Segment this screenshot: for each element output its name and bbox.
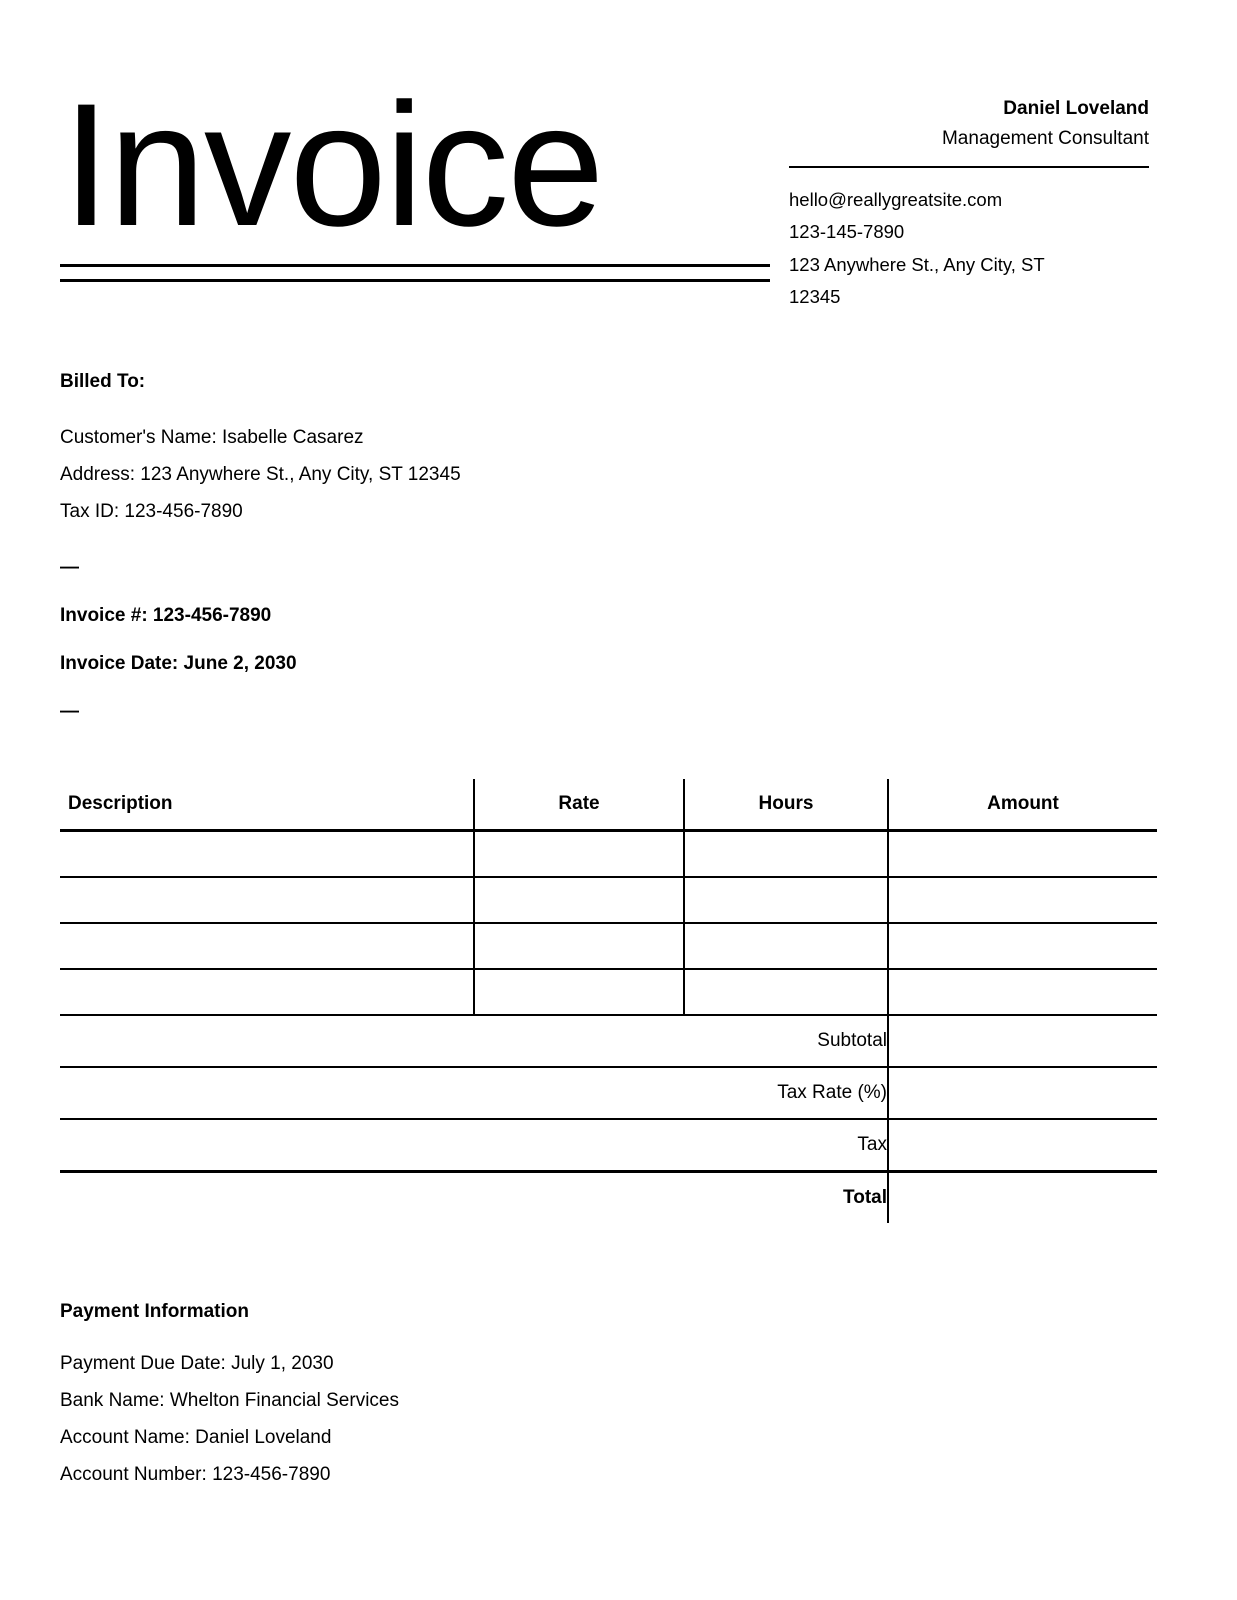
total-row — [60, 1171, 1157, 1223]
cell-rate[interactable] — [474, 923, 684, 969]
sender-address-line-1: 123 Anywhere St., Any City, ST — [789, 253, 1045, 275]
title-divider-line-2 — [60, 279, 770, 282]
invoice-number: Invoice #: 123-456-7890 — [60, 604, 272, 626]
cell-description[interactable] — [60, 877, 474, 923]
billed-to-customer-name: Customer's Name: Isabelle Casarez — [60, 427, 364, 449]
cell-hours[interactable] — [684, 877, 888, 923]
cell-hours[interactable] — [684, 969, 888, 1015]
column-header-description: Description — [60, 779, 474, 831]
sender-name: Daniel Loveland — [1003, 98, 1149, 119]
sender-email: hello@reallygreatsite.com — [789, 188, 1003, 210]
table-body — [60, 830, 1157, 1223]
column-header-rate: Rate — [474, 779, 684, 831]
payment-account-number: Account Number: 123-456-7890 — [60, 1463, 331, 1485]
contact-details — [789, 184, 1149, 314]
cell-rate[interactable] — [474, 830, 684, 877]
cell-amount[interactable] — [888, 923, 1157, 969]
table-header — [60, 779, 1157, 831]
table-row[interactable] — [60, 969, 1157, 1015]
contact-divider — [789, 166, 1149, 168]
cell-description[interactable] — [60, 969, 474, 1015]
payment-information-heading: Payment Information — [60, 1300, 249, 1322]
document-header — [0, 0, 1237, 313]
title-divider-line-1 — [60, 264, 770, 267]
title-divider — [60, 264, 770, 282]
column-header-hours: Hours — [684, 779, 888, 831]
tax-rate-value[interactable] — [888, 1067, 1157, 1119]
billed-to-heading: Billed To: — [60, 371, 146, 393]
table-row[interactable] — [60, 877, 1157, 923]
billed-to-address: Address: 123 Anywhere St., Any City, ST 12345 — [60, 464, 461, 486]
tax-label: Tax — [60, 1119, 888, 1172]
billed-to-section — [0, 313, 1237, 722]
tax-value[interactable] — [888, 1119, 1157, 1172]
table-row[interactable] — [60, 923, 1157, 969]
subtotal-value[interactable] — [888, 1015, 1157, 1067]
payment-information-section — [0, 1223, 1237, 1493]
payment-account-name: Account Name: Daniel Loveland — [60, 1426, 332, 1448]
cell-rate[interactable] — [474, 877, 684, 923]
cell-hours[interactable] — [684, 923, 888, 969]
tax-row — [60, 1119, 1157, 1172]
cell-amount[interactable] — [888, 830, 1157, 877]
line-items-table — [60, 779, 1157, 1223]
payment-bank-name: Bank Name: Whelton Financial Services — [60, 1389, 399, 1411]
table-row[interactable] — [60, 830, 1157, 877]
tax-rate-label: Tax Rate (%) — [60, 1067, 888, 1119]
sender-phone: 123-145-7890 — [789, 221, 905, 243]
subtotal-row — [60, 1015, 1157, 1067]
cell-hours[interactable] — [684, 830, 888, 877]
table-header-row — [60, 779, 1157, 831]
line-items-table-wrapper — [0, 749, 1237, 1223]
cell-description[interactable] — [60, 830, 474, 877]
page-title: Invoice — [62, 68, 603, 263]
title-block — [60, 68, 770, 282]
cell-rate[interactable] — [474, 969, 684, 1015]
total-value[interactable] — [888, 1171, 1157, 1223]
total-label: Total — [60, 1171, 888, 1223]
column-header-amount: Amount — [888, 779, 1157, 831]
section-divider-dash-1: — — [60, 556, 79, 578]
cell-description[interactable] — [60, 923, 474, 969]
tax-rate-row — [60, 1067, 1157, 1119]
billed-to-tax-id: Tax ID: 123-456-7890 — [60, 501, 243, 523]
sender-address-line-2: 12345 — [789, 286, 841, 308]
sender-role: Management Consultant — [941, 127, 1149, 149]
payment-due-date: Payment Due Date: July 1, 2030 — [60, 1352, 334, 1374]
cell-amount[interactable] — [888, 877, 1157, 923]
cell-amount[interactable] — [888, 969, 1157, 1015]
section-divider-dash-2: — — [60, 700, 79, 722]
sender-contact-block — [789, 95, 1149, 313]
subtotal-label: Subtotal — [60, 1015, 888, 1067]
invoice-date: Invoice Date: June 2, 2030 — [60, 652, 297, 674]
